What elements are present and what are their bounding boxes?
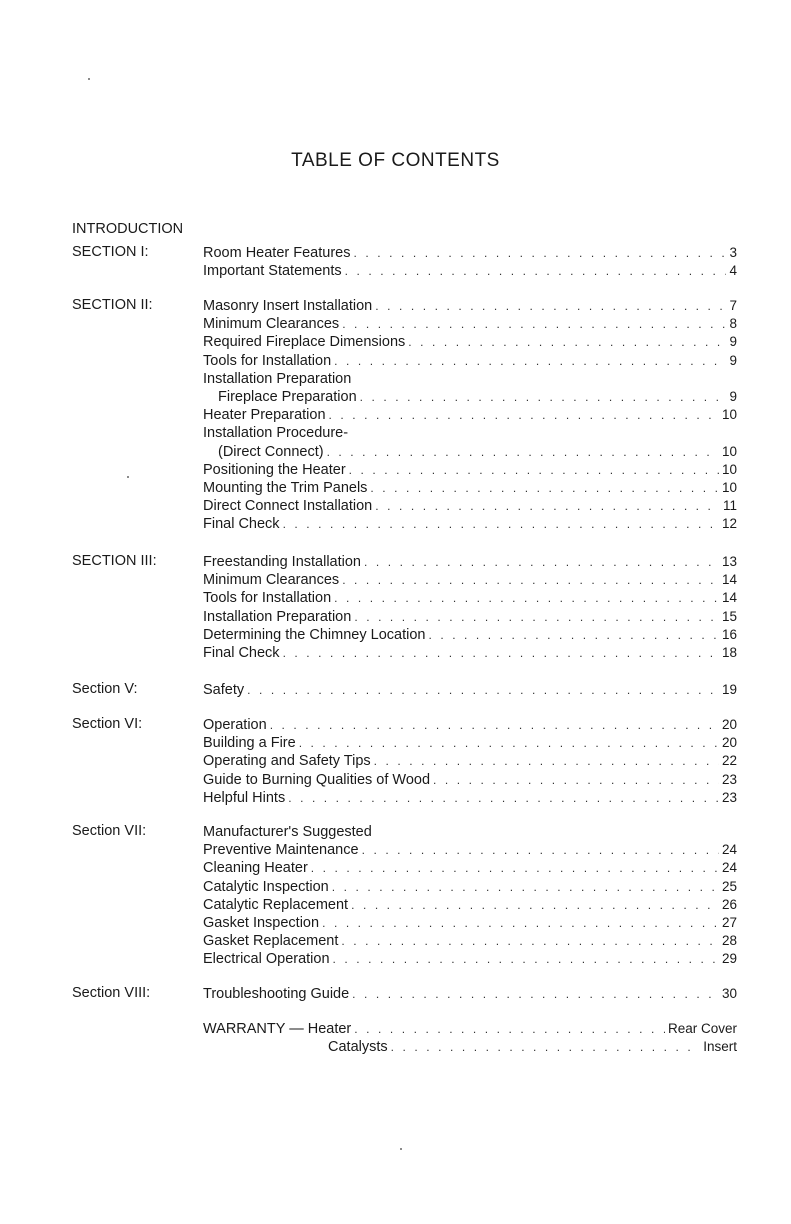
entry-title: Operation bbox=[203, 717, 267, 733]
entry-title: Tools for Installation bbox=[203, 352, 332, 369]
entry-page-number: 15 bbox=[721, 608, 737, 624]
dot-leader bbox=[327, 443, 719, 461]
toc-entry bbox=[203, 443, 737, 461]
section-label: SECTION I: bbox=[72, 244, 149, 260]
toc-entry bbox=[203, 571, 737, 589]
dot-leader bbox=[362, 841, 719, 859]
dot-leader bbox=[360, 388, 727, 406]
dot-leader bbox=[283, 644, 719, 662]
section-label: Section V: bbox=[72, 681, 138, 697]
dot-leader bbox=[334, 589, 719, 607]
toc-entry bbox=[203, 424, 737, 442]
toc-entry bbox=[203, 515, 737, 533]
entry-page-number: 16 bbox=[721, 626, 737, 642]
entry-page-number: 24 bbox=[721, 860, 737, 876]
entry-page-number: 12 bbox=[721, 516, 737, 532]
entry-page-number: 10 bbox=[721, 461, 737, 477]
toc-entry bbox=[203, 878, 737, 896]
toc-entry bbox=[203, 644, 737, 662]
dot-leader bbox=[354, 1020, 665, 1038]
entry-title: Installation Preparation bbox=[203, 608, 352, 625]
toc-entry bbox=[203, 752, 737, 770]
entry-title: Fireplace Preparation bbox=[218, 388, 357, 405]
entry-title: Heater Preparation bbox=[203, 407, 326, 424]
toc-entry bbox=[203, 406, 737, 424]
entry-title: Operating and Safety Tips bbox=[203, 753, 371, 770]
dot-leader bbox=[375, 297, 726, 315]
entry-page-number: 26 bbox=[721, 896, 737, 912]
entry-page-number: Rear Cover bbox=[667, 1021, 737, 1036]
toc-entry bbox=[203, 626, 737, 644]
section-label: SECTION II: bbox=[72, 297, 153, 313]
entry-title: Important Statements bbox=[203, 263, 342, 280]
entry-title: Catalytic Inspection bbox=[203, 878, 329, 895]
section-label: SECTION III: bbox=[72, 553, 157, 569]
toc-entry bbox=[203, 859, 737, 877]
section-entries bbox=[203, 681, 737, 699]
page-title: TABLE OF CONTENTS bbox=[291, 150, 500, 171]
toc-entry bbox=[203, 716, 737, 734]
toc-entry bbox=[203, 950, 737, 968]
toc-entry bbox=[203, 553, 737, 571]
entry-title: Masonry Insert Installation bbox=[203, 298, 373, 314]
dot-leader bbox=[353, 244, 726, 262]
entry-page-number: 13 bbox=[721, 554, 737, 569]
dot-leader bbox=[329, 406, 719, 424]
entry-title: Preventive Maintenance bbox=[203, 842, 359, 859]
dot-leader bbox=[332, 878, 719, 896]
dot-leader bbox=[349, 461, 719, 479]
entry-title: Room Heater Features bbox=[203, 245, 351, 261]
entry-page-number: 14 bbox=[721, 590, 737, 606]
toc-entry bbox=[203, 333, 737, 351]
entry-title: Installation Procedure- bbox=[203, 425, 349, 442]
dot-leader bbox=[433, 771, 719, 789]
toc-entry bbox=[203, 914, 737, 932]
section-entries bbox=[203, 553, 737, 662]
toc-entry bbox=[203, 370, 737, 388]
toc-entry bbox=[203, 479, 737, 497]
entry-title: Tools for Installation bbox=[203, 590, 332, 607]
entry-page-number: 18 bbox=[721, 644, 737, 660]
toc-entry bbox=[203, 681, 737, 699]
dot-leader bbox=[375, 497, 720, 515]
entry-page-number: 9 bbox=[729, 388, 737, 404]
dot-leader bbox=[408, 333, 726, 351]
entry-page-number: 10 bbox=[721, 407, 737, 423]
entry-title: (Direct Connect) bbox=[218, 443, 324, 460]
entry-page-number: 23 bbox=[721, 771, 737, 787]
entry-title: Guide to Burning Qualities of Wood bbox=[203, 771, 431, 788]
entry-title: Gasket Inspection bbox=[203, 914, 320, 931]
entry-title: Building a Fire bbox=[203, 735, 296, 752]
toc-entry bbox=[203, 608, 737, 626]
entry-page-number: 11 bbox=[722, 498, 737, 514]
dot-leader bbox=[322, 914, 719, 932]
entry-page-number: 29 bbox=[721, 951, 737, 967]
toc-entry bbox=[203, 896, 737, 914]
toc-entry bbox=[203, 823, 737, 841]
toc-entry bbox=[203, 771, 737, 789]
entry-title: Positioning the Heater bbox=[203, 461, 346, 478]
dot-leader bbox=[342, 315, 726, 333]
dot-leader bbox=[311, 859, 719, 877]
dot-leader bbox=[428, 626, 719, 644]
dot-leader bbox=[351, 896, 719, 914]
entry-page-number: 10 bbox=[721, 443, 737, 459]
toc-entry bbox=[203, 461, 737, 479]
toc-entry bbox=[203, 985, 737, 1003]
toc-entry bbox=[203, 352, 737, 370]
toc-entry bbox=[203, 315, 737, 333]
entry-page-number: Insert bbox=[703, 1039, 737, 1055]
dot-leader bbox=[374, 752, 719, 770]
dot-leader bbox=[391, 1038, 701, 1056]
toc-entry bbox=[203, 388, 737, 406]
entry-title: Cleaning Heater bbox=[203, 860, 308, 877]
section-label: Section VI: bbox=[72, 716, 143, 732]
dot-leader bbox=[370, 479, 719, 497]
entry-title: Final Check bbox=[203, 516, 280, 533]
entry-title: WARRANTY — Heater bbox=[203, 1021, 352, 1037]
dot-leader bbox=[270, 716, 719, 734]
entry-page-number: 8 bbox=[729, 316, 737, 332]
entry-page-number: 9 bbox=[729, 334, 737, 350]
entry-page-number: 4 bbox=[729, 263, 737, 279]
dot-leader bbox=[364, 553, 719, 571]
section-entries bbox=[203, 985, 737, 1003]
entry-page-number: 27 bbox=[721, 914, 737, 930]
entry-page-number: 30 bbox=[721, 986, 737, 1001]
entry-title: Helpful Hints bbox=[203, 789, 286, 806]
toc-entry bbox=[203, 297, 737, 315]
section-label: Section VIII: bbox=[72, 985, 151, 1001]
dot-leader bbox=[354, 608, 719, 626]
section-entries bbox=[203, 823, 737, 969]
toc-entry bbox=[203, 789, 737, 807]
dot-leader bbox=[352, 985, 719, 1003]
section-label: Section VII: bbox=[72, 823, 147, 839]
entry-title: Final Check bbox=[203, 644, 280, 661]
toc-entry bbox=[203, 1038, 737, 1056]
introduction-heading: INTRODUCTION bbox=[72, 221, 184, 237]
section-entries bbox=[203, 716, 737, 807]
entry-page-number: 7 bbox=[729, 298, 737, 313]
entry-page-number: 28 bbox=[721, 933, 737, 949]
toc-entry bbox=[203, 497, 737, 515]
dot-leader bbox=[247, 681, 719, 699]
entry-title: Manufacturer's Suggested bbox=[203, 824, 372, 840]
toc-entry bbox=[203, 1020, 737, 1038]
entry-title: Required Fireplace Dimensions bbox=[203, 334, 406, 351]
scan-speck bbox=[88, 78, 90, 80]
scan-speck bbox=[127, 476, 129, 478]
dot-leader bbox=[334, 352, 726, 370]
entry-title: Minimum Clearances bbox=[203, 572, 340, 589]
toc-entry bbox=[203, 932, 737, 950]
toc-entry bbox=[203, 841, 737, 859]
section-entries bbox=[203, 1020, 737, 1056]
dot-leader bbox=[345, 262, 727, 280]
entry-page-number: 19 bbox=[721, 682, 737, 697]
entry-title: Troubleshooting Guide bbox=[203, 986, 350, 1002]
entry-title: Minimum Clearances bbox=[203, 316, 340, 333]
entry-page-number: 20 bbox=[721, 717, 737, 732]
entry-title: Direct Connect Installation bbox=[203, 498, 373, 515]
dot-leader bbox=[299, 734, 719, 752]
entry-title: Mounting the Trim Panels bbox=[203, 479, 368, 496]
dot-leader bbox=[333, 950, 719, 968]
entry-page-number: 14 bbox=[721, 572, 737, 588]
entry-title: Catalytic Replacement bbox=[203, 896, 349, 913]
toc-entry bbox=[203, 244, 737, 262]
entry-title: Installation Preparation bbox=[203, 370, 352, 387]
toc-entry bbox=[203, 262, 737, 280]
entry-page-number: 24 bbox=[721, 842, 737, 858]
dot-leader bbox=[341, 932, 719, 950]
entry-page-number: 22 bbox=[721, 753, 737, 769]
entry-title: Safety bbox=[203, 682, 245, 698]
toc-entry bbox=[203, 589, 737, 607]
dot-leader bbox=[342, 571, 719, 589]
entry-page-number: 23 bbox=[721, 789, 737, 805]
entry-title: Determining the Chimney Location bbox=[203, 626, 426, 643]
entry-title: Electrical Operation bbox=[203, 951, 330, 968]
entry-page-number: 10 bbox=[721, 479, 737, 495]
section-entries bbox=[203, 297, 737, 533]
scan-speck bbox=[400, 1148, 402, 1150]
dot-leader bbox=[283, 515, 719, 533]
section-entries bbox=[203, 244, 737, 280]
entry-title: Freestanding Installation bbox=[203, 554, 361, 570]
entry-title: Catalysts bbox=[328, 1039, 388, 1056]
entry-page-number: 3 bbox=[729, 245, 737, 260]
entry-page-number: 25 bbox=[721, 878, 737, 894]
toc-entry bbox=[203, 734, 737, 752]
entry-page-number: 20 bbox=[721, 735, 737, 751]
entry-page-number: 9 bbox=[729, 352, 737, 368]
dot-leader bbox=[288, 789, 719, 807]
entry-title: Gasket Replacement bbox=[203, 933, 339, 950]
